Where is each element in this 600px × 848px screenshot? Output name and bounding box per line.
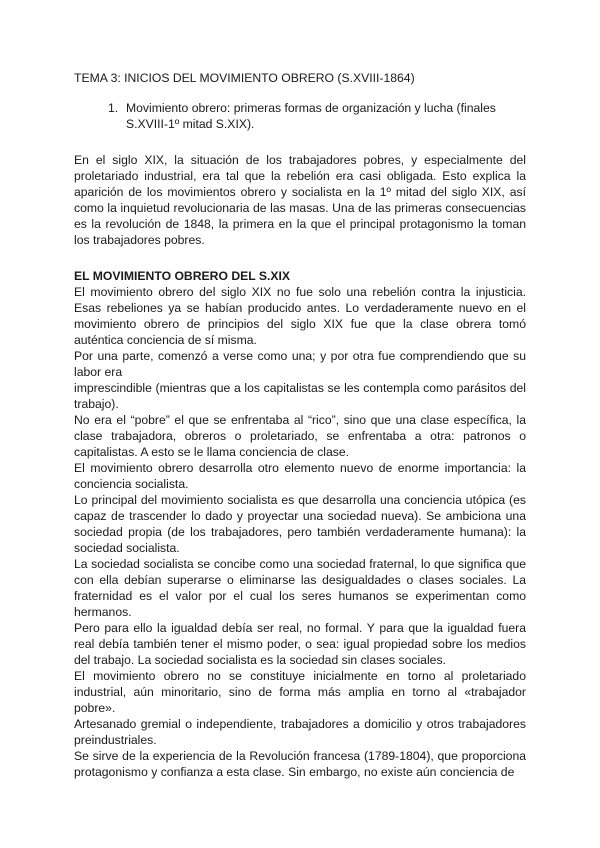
- section-heading: EL MOVIMIENTO OBRERO DEL S.XIX: [74, 269, 291, 283]
- body-paragraph: Se sirve de la experiencia de la Revolución francesa (1789-1804), que proporciona protagonismo y confianza a esta clase. Sin embargo, no existe aún conciencia de: [74, 749, 526, 779]
- body-paragraph: Artesanado gremial o independiente, trabajadores a domicilio y otros trabajadores preindustriales.: [74, 717, 526, 747]
- body-paragraph: El movimiento obrero desarrolla otro elemento nuevo de enorme importancia: la conciencia socialista.: [74, 461, 526, 491]
- body-paragraph: El movimiento obrero del siglo XIX no fue solo una rebelión contra la injusticia. Esas rebeliones ya se habían producido antes. Lo verdaderamente nuevo en el movimiento obrero de principios del siglo XIX fue que la clase obrera tomó auténtica conciencia de sí misma.: [74, 285, 526, 347]
- body-paragraph: Por una parte, comenzó a verse como una; y por otra fue comprendiendo que su labor era: [74, 349, 526, 379]
- intro-paragraph: En el siglo XIX, la situación de los trabajadores pobres, y especialmente del proletariado industrial, era tal que la rebelión era casi obligada. Esto explica la aparición de los movimientos obrero y socialista en la 1º mitad del siglo XIX, así como la inquietud revolucionaria de las masas. Una de las primeras consecuencias es la revolución de 1848, la primera en la que el principal protagonismo la toman los trabajadores pobres.: [74, 153, 526, 247]
- body-paragraph: El movimiento obrero no se constituye inicialmente en torno al proletariado industrial, aún minoritario, sino de forma más amplia en torno al «trabajador pobre».: [74, 669, 526, 715]
- body-paragraph: imprescindible (mientras que a los capitalistas se les contempla como parásitos del trabajo).: [74, 381, 526, 411]
- body-paragraph: Pero para ello la igualdad debía ser real, no formal. Y para que la igualdad fuera real debía también tener el mismo poder, o sea: igual propiedad sobre los medios del trabajo. La sociedad socialista es la sociedad sin clases sociales.: [74, 621, 526, 667]
- document-title: TEMA 3: INICIOS DEL MOVIMIENTO OBRERO (S.XVIII-1864): [74, 71, 415, 85]
- body-paragraph: Lo principal del movimiento socialista es que desarrolla una conciencia utópica (es capaz de trascender lo dado y proyectar una sociedad nueva). Se ambiciona una sociedad propia (de los trabajadores, pero también verdaderamente humana): la sociedad socialista.: [74, 493, 526, 555]
- body-paragraph: La sociedad socialista se concibe como una sociedad fraternal, lo que significa que con ella debían superarse o eliminarse las desigualdades o clases sociales. La fraternidad es el valor por el cual los seres humanos se experimentan como hermanos.: [74, 557, 526, 619]
- list-item-number: 1.: [108, 101, 119, 115]
- list-item: [108, 100, 526, 132]
- numbered-list: [74, 100, 526, 132]
- list-item-text: Movimiento obrero: primeras formas de organización y lucha (finales S.XVIII-1º mitad S.XIX).: [126, 101, 496, 131]
- body-paragraph: No era el “pobre” el que se enfrentaba al “rico”, sino que una clase específica, la clase trabajadora, obreros o proletariado, se enfrentaba a otra: patronos o capitalistas. A esto se le llama conciencia de clase.: [74, 413, 526, 459]
